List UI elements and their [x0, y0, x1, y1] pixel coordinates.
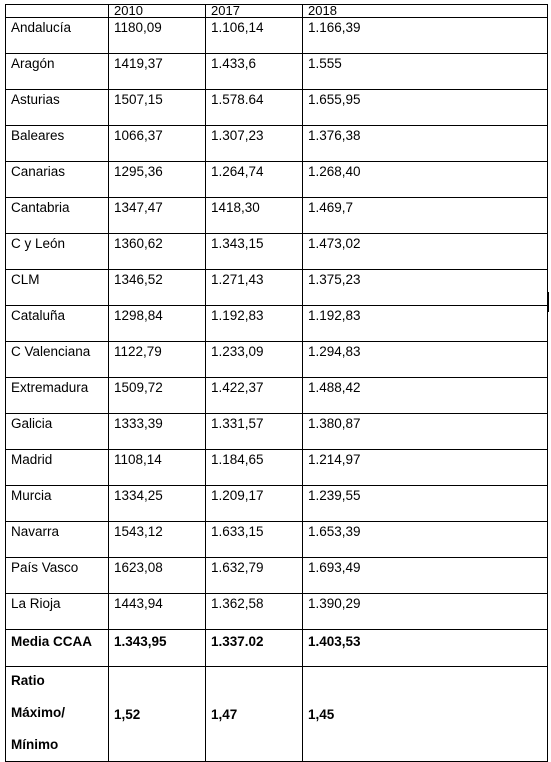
table-row: [6, 126, 548, 162]
region-name-cell: CLM: [6, 270, 109, 306]
value-cell: 1.375,23: [303, 270, 548, 306]
value-cell: 1.433,6: [206, 54, 303, 90]
value-cell: 1.166,39: [303, 18, 548, 54]
value-cell: 1623,08: [109, 558, 206, 594]
data-table: [5, 4, 548, 762]
table-row: [6, 198, 548, 234]
ratio-label: Ratio Máximo/ Mínimo: [11, 673, 66, 752]
region-name-cell: Galicia: [6, 414, 109, 450]
table-row: [6, 306, 548, 342]
value-cell: 1108,14: [109, 450, 206, 486]
value-cell: 1.184,65: [206, 450, 303, 486]
value-cell: 1.264,74: [206, 162, 303, 198]
value-cell: 1360,62: [109, 234, 206, 270]
value-cell: 1.233,09: [206, 342, 303, 378]
table-row: [6, 558, 548, 594]
value-cell: 1.268,40: [303, 162, 548, 198]
region-name-cell: Madrid: [6, 450, 109, 486]
value-cell: 1295,36: [109, 162, 206, 198]
value-cell: 1.376,38: [303, 126, 548, 162]
region-name-cell: Aragón: [6, 54, 109, 90]
value-cell: 1.555: [303, 54, 548, 90]
region-name-cell: País Vasco: [6, 558, 109, 594]
header-corner-cell: [6, 5, 109, 18]
region-name-cell: Baleares: [6, 126, 109, 162]
value-cell: 1.653,39: [303, 522, 548, 558]
header-row: [6, 5, 548, 18]
value-cell: 1.422,37: [206, 378, 303, 414]
value-cell: 1.192,83: [303, 306, 548, 342]
mean-label-cell: Media CCAA: [6, 630, 109, 667]
table-row: [6, 18, 548, 54]
table-row: [6, 450, 548, 486]
value-cell: 1.214,97: [303, 450, 548, 486]
value-cell: 1298,84: [109, 306, 206, 342]
value-cell: 1419,37: [109, 54, 206, 90]
region-name-cell: Cataluña: [6, 306, 109, 342]
value-cell: 1346,52: [109, 270, 206, 306]
value-cell: 1507,15: [109, 90, 206, 126]
region-name-cell: C y León: [6, 234, 109, 270]
value-cell: 1.632,79: [206, 558, 303, 594]
value-cell: 1443,94: [109, 594, 206, 630]
region-name-cell: Cantabria: [6, 198, 109, 234]
table-row: [6, 594, 548, 630]
table-row: [6, 162, 548, 198]
table-header: [6, 5, 548, 18]
value-cell: 1.239,55: [303, 486, 548, 522]
table-row: [6, 54, 548, 90]
value-cell: 1.294,83: [303, 342, 548, 378]
table-row: [6, 486, 548, 522]
value-cell: 1418,30: [206, 198, 303, 234]
value-cell: 1066,37: [109, 126, 206, 162]
region-name-cell: Navarra: [6, 522, 109, 558]
column-header: 2017: [206, 5, 303, 18]
value-cell: 1347,47: [109, 198, 206, 234]
value-cell: 1509,72: [109, 378, 206, 414]
value-cell: 1.106,14: [206, 18, 303, 54]
value-cell: 1.578.64: [206, 90, 303, 126]
value-cell: 1.209,17: [206, 486, 303, 522]
value-cell: 1543,12: [109, 522, 206, 558]
region-name-cell: Asturias: [6, 90, 109, 126]
value-cell: 1.192,83: [206, 306, 303, 342]
column-header: 2010: [109, 5, 206, 18]
table-row: [6, 234, 548, 270]
table-body: [6, 18, 548, 762]
ratio-value-cell: 1,45: [303, 667, 548, 762]
region-name-cell: Andalucía: [6, 18, 109, 54]
table-row: [6, 90, 548, 126]
ratio-value-cell: 1,52: [109, 667, 206, 762]
region-name-cell: C Valenciana: [6, 342, 109, 378]
value-cell: 1180,09: [109, 18, 206, 54]
table-row: [6, 522, 548, 558]
value-cell: 1.343,15: [206, 234, 303, 270]
region-name-cell: Extremadura: [6, 378, 109, 414]
mean-value-cell: 1.343,95: [109, 630, 206, 667]
value-cell: 1.693,49: [303, 558, 548, 594]
ratio-row: [6, 667, 548, 762]
table-row: [6, 342, 548, 378]
value-cell: 1122,79: [109, 342, 206, 378]
mean-value-cell: 1.337.02: [206, 630, 303, 667]
table-row: [6, 378, 548, 414]
mean-row: [6, 630, 548, 667]
mean-value-cell: 1.403,53: [303, 630, 548, 667]
ratio-label-cell: [6, 667, 109, 762]
ratio-value-cell: 1,47: [206, 667, 303, 762]
region-name-cell: La Rioja: [6, 594, 109, 630]
table-row: [6, 414, 548, 450]
value-cell: 1333,39: [109, 414, 206, 450]
column-header: 2018: [303, 5, 548, 18]
value-cell: 1.390,29: [303, 594, 548, 630]
region-name-cell: Murcia: [6, 486, 109, 522]
value-cell: 1.307,23: [206, 126, 303, 162]
value-cell: 1.380,87: [303, 414, 548, 450]
value-cell: 1.473,02: [303, 234, 548, 270]
value-cell: 1.271,43: [206, 270, 303, 306]
value-cell: 1334,25: [109, 486, 206, 522]
value-cell: 1.655,95: [303, 90, 548, 126]
value-cell: 1.469,7: [303, 198, 548, 234]
page-edge-mark: [548, 292, 549, 312]
value-cell: 1.633,15: [206, 522, 303, 558]
value-cell: 1.331,57: [206, 414, 303, 450]
value-cell: 1.488,42: [303, 378, 548, 414]
table-row: [6, 270, 548, 306]
region-name-cell: Canarias: [6, 162, 109, 198]
value-cell: 1.362,58: [206, 594, 303, 630]
